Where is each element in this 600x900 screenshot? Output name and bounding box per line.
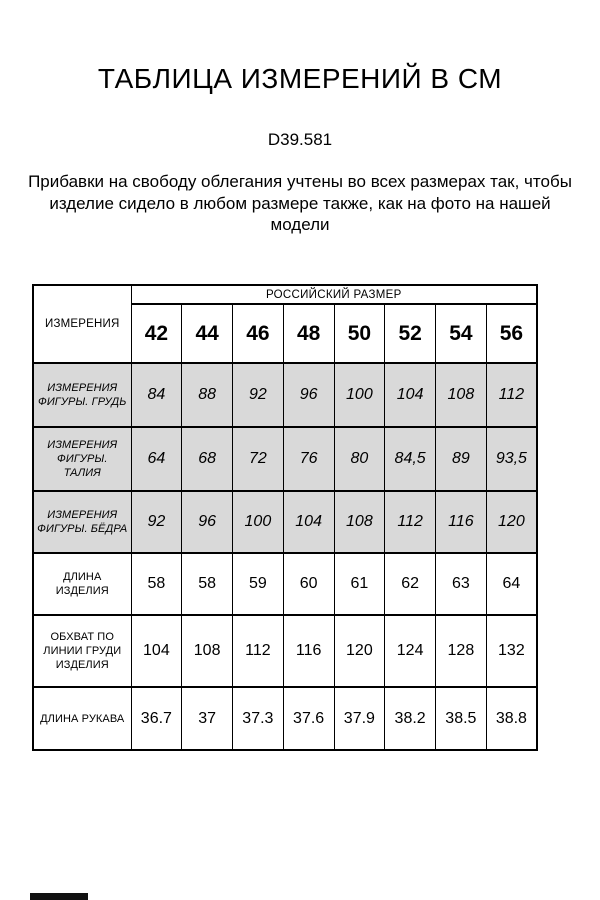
value-cell: 38.8: [486, 687, 537, 750]
value-cell: 59: [233, 553, 284, 615]
row-label: ИЗМЕРЕНИЯ ФИГУРЫ. ГРУДЬ: [33, 363, 131, 427]
value-cell: 128: [436, 615, 487, 687]
row-label: ИЗМЕРЕНИЯ ФИГУРЫ. ТАЛИЯ: [33, 427, 131, 491]
value-cell: 100: [334, 363, 385, 427]
value-cell: 63: [436, 553, 487, 615]
value-cell: 108: [436, 363, 487, 427]
table-row: [33, 427, 537, 491]
value-cell: 132: [486, 615, 537, 687]
value-cell: 112: [233, 615, 284, 687]
value-cell: 37.6: [283, 687, 334, 750]
table-row: [33, 687, 537, 750]
value-cell: 108: [182, 615, 233, 687]
value-cell: 84: [131, 363, 182, 427]
value-cell: 112: [385, 491, 436, 553]
value-cell: 96: [182, 491, 233, 553]
value-cell: 120: [486, 491, 537, 553]
page-title: ТАБЛИЦА ИЗМЕРЕНИЙ В СМ: [97, 63, 503, 94]
value-cell: 76: [283, 427, 334, 491]
table-row: [33, 615, 537, 687]
value-cell: 92: [131, 491, 182, 553]
cropped-logo-mark: [30, 893, 88, 900]
table-row: [33, 553, 537, 615]
value-cell: 108: [334, 491, 385, 553]
value-cell: 116: [283, 615, 334, 687]
value-cell: 64: [486, 553, 537, 615]
value-cell: 58: [131, 553, 182, 615]
value-cell: 36.7: [131, 687, 182, 750]
row-label: ДЛИНА ИЗДЕЛИЯ: [33, 553, 131, 615]
value-cell: 89: [436, 427, 487, 491]
value-cell: 68: [182, 427, 233, 491]
size-column-header: 44: [182, 304, 233, 363]
value-cell: 38.2: [385, 687, 436, 750]
fit-note: Прибавки на свободу облегания учтены во всех размерах так, чтобы изделие сидело в любом размере также, как на фото на нашей модели: [28, 172, 572, 234]
value-cell: 58: [182, 553, 233, 615]
size-column-header: 42: [131, 304, 182, 363]
value-cell: 37.9: [334, 687, 385, 750]
value-cell: 124: [385, 615, 436, 687]
value-cell: 84,5: [385, 427, 436, 491]
table-row: [33, 363, 537, 427]
value-cell: 88: [182, 363, 233, 427]
value-cell: 72: [233, 427, 284, 491]
value-cell: 96: [283, 363, 334, 427]
value-cell: 62: [385, 553, 436, 615]
size-column-header: 50: [334, 304, 385, 363]
article-code: D39.581: [267, 130, 333, 149]
value-cell: 112: [486, 363, 537, 427]
size-column-header: 54: [436, 304, 487, 363]
value-cell: 92: [233, 363, 284, 427]
value-cell: 104: [385, 363, 436, 427]
value-cell: 120: [334, 615, 385, 687]
size-column-header: 56: [486, 304, 537, 363]
size-column-header: 52: [385, 304, 436, 363]
row-label: ИЗМЕРЕНИЯ ФИГУРЫ. БЁДРА: [33, 491, 131, 553]
value-cell: 80: [334, 427, 385, 491]
size-table-body: [33, 285, 537, 750]
value-cell: 100: [233, 491, 284, 553]
value-cell: 37.3: [233, 687, 284, 750]
size-table: [32, 284, 538, 751]
row-label: ОБХВАТ ПО ЛИНИИ ГРУДИ ИЗДЕЛИЯ: [33, 615, 131, 687]
row-label: ДЛИНА РУКАВА: [33, 687, 131, 750]
value-cell: 104: [131, 615, 182, 687]
table-row: [33, 491, 537, 553]
table-header-row-group: [33, 285, 537, 304]
value-cell: 116: [436, 491, 487, 553]
value-cell: 64: [131, 427, 182, 491]
measurements-corner-cell: ИЗМЕРЕНИЯ: [33, 285, 131, 363]
value-cell: 37: [182, 687, 233, 750]
russian-size-group-header: РОССИЙСКИЙ РАЗМЕР: [131, 285, 537, 304]
size-column-header: 46: [233, 304, 284, 363]
size-column-header: 48: [283, 304, 334, 363]
value-cell: 104: [283, 491, 334, 553]
value-cell: 93,5: [486, 427, 537, 491]
value-cell: 60: [283, 553, 334, 615]
value-cell: 38.5: [436, 687, 487, 750]
value-cell: 61: [334, 553, 385, 615]
